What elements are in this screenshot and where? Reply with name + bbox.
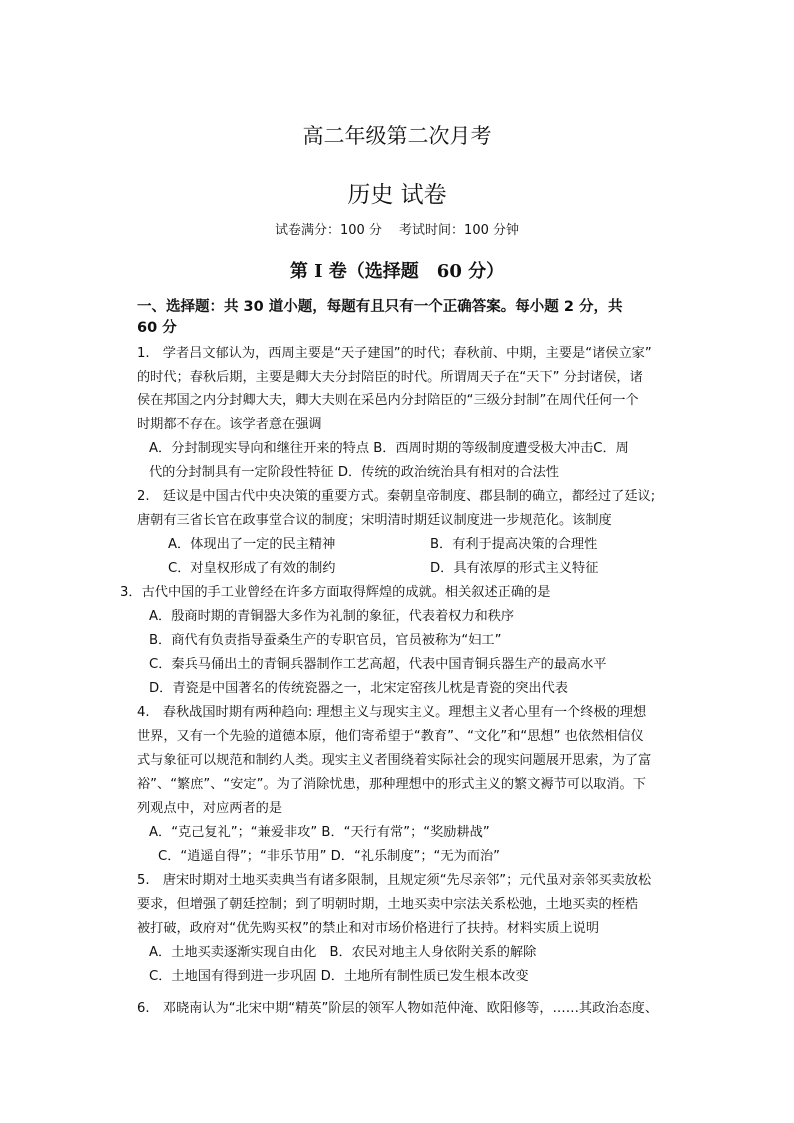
q5-options-line: C．土地国有得到进一步巩固 D．土地所有制性质已发生根本改变 bbox=[149, 969, 529, 984]
q3-option-a: A．殷商时期的青铜器大多作为礼制的象征，代表着权力和秩序 bbox=[149, 609, 515, 624]
section-heading: 一、选择题：共 30 道小题，每题有且只有一个正确答案。每小题 2 分，共 bbox=[137, 299, 623, 315]
q4-options-line: A．“克己复礼”；“兼爱非攻” B．“天行有常”；“奖励耕战” bbox=[149, 825, 490, 840]
q2-option-c: C．对皇权形成了有效的制约 bbox=[168, 561, 336, 576]
q1-options-line: A．分封制现实导向和继往开来的特点 B．西周时期的等级制度遭受极大冲击C．周 bbox=[149, 441, 629, 456]
q1-stem-line: 时期都不存在。该学者意在强调 bbox=[137, 417, 322, 432]
q2-option-d: D．具有浓厚的形式主义特征 bbox=[430, 561, 599, 576]
q5-stem-line: 被打破，政府对“优先购买权”的禁止和对市场价格进行了扶持。材料实质上说明 bbox=[137, 921, 600, 936]
q2-option-a: A．体现出了一定的民主精神 bbox=[168, 537, 336, 552]
q2-option-b: B．有利于提高决策的合理性 bbox=[430, 537, 598, 552]
q3-option-d: D．青瓷是中国著名的传统瓷器之一，北宋定窑孩儿枕是青瓷的突出代表 bbox=[149, 681, 568, 696]
q3-option-c: C．秦兵马俑出土的青铜兵器制作工艺高超，代表中国青铜兵器生产的最高水平 bbox=[149, 657, 607, 672]
q1-stem-line: 侯在邦国之内分封卿大夫，卿大夫则在采邑内分封陪臣的“三级分封制”在周代任何一个 bbox=[137, 393, 639, 408]
q4-stem-line: 列观点中，对应两者的是 bbox=[137, 801, 283, 816]
q1-stem-line: 的时代；春秋后期，主要是卿大夫分封陪臣的时代。所谓周天子在“天下” 分封诸侯，诸 bbox=[137, 370, 643, 385]
q2-stem-line: 2. 廷议是中国古代中央决策的重要方式。秦朝皇帝制度、郡县制的确立，都经过了廷议; bbox=[137, 489, 656, 504]
q5-stem-line: 要求，但增强了朝廷控制；到了明朝时期，土地买卖中宗法关系松弛，土地买卖的桎梏 bbox=[137, 897, 639, 912]
q1-stem-line: 1. 学者吕文郁认为，西周主要是“天子建国”的时代；春秋前、中期，主要是“诸侯立家” bbox=[137, 346, 652, 361]
exam-meta: 试卷满分：100 分 考试时间：100 分钟 bbox=[274, 223, 520, 238]
q4-options-line: C．“逍遥自得”；“非乐节用” D．“礼乐制度”；“无为而治” bbox=[158, 849, 500, 864]
q4-stem-line: 裕”、“繁庶”、“安定”。为了消除忧患，那种理想中的形式主义的繁文褥节可以取消。下 bbox=[137, 777, 646, 792]
subject-title: 历史 试卷 bbox=[347, 182, 447, 208]
q4-stem-line: 世界，又有一个先验的道德本原，他们寄希望于“教育”、“文化”和“思想” 也依然相信仪 bbox=[137, 729, 644, 744]
q2-stem-line: 唐朝有三省长官在政事堂合议的制度；宋明清时期廷议制度进一步规范化。该制度 bbox=[137, 513, 612, 528]
part-title: 第 I 卷（选择题 60 分） bbox=[289, 261, 505, 282]
q4-stem-line: 4. 春秋战国时期有两种趋向: 理想主义与现实主义。理想主义者心里有一个终极的理想 bbox=[137, 705, 647, 720]
q4-stem-line: 式与象征可以规范和制约人类。现实主义者围绕着实际社会的现实问题展开思索，为了富 bbox=[137, 753, 652, 768]
q1-options-line: 代的分封制具有一定阶段性特征 D．传统的政治统治具有相对的合法性 bbox=[149, 465, 559, 480]
q3-stem-line: 3．古代中国的手工业曾经在许多方面取得辉煌的成就。相关叙述正确的是 bbox=[120, 585, 551, 600]
section-heading-cont: 60 分 bbox=[137, 320, 177, 336]
exam-title: 高二年级第二次月考 bbox=[302, 124, 492, 148]
q6-stem-line: 6. 邓晓南认为“北宋中期“精英”阶层的领军人物如范仲淹、欧阳修等，……其政治态度、 bbox=[137, 1001, 659, 1016]
q5-stem-line: 5. 唐宋时期对土地买卖典当有诸多限制，且规定须“先尽亲邻”；元代虽对亲邻买卖放松 bbox=[137, 873, 652, 888]
q5-options-line: A．土地买卖逐渐实现自由化 B．农民对地主人身依附关系的解除 bbox=[149, 945, 537, 960]
q3-option-b: B．商代有负责指导蚕桑生产的专职官员，官员被称为“妇工” bbox=[149, 633, 502, 648]
